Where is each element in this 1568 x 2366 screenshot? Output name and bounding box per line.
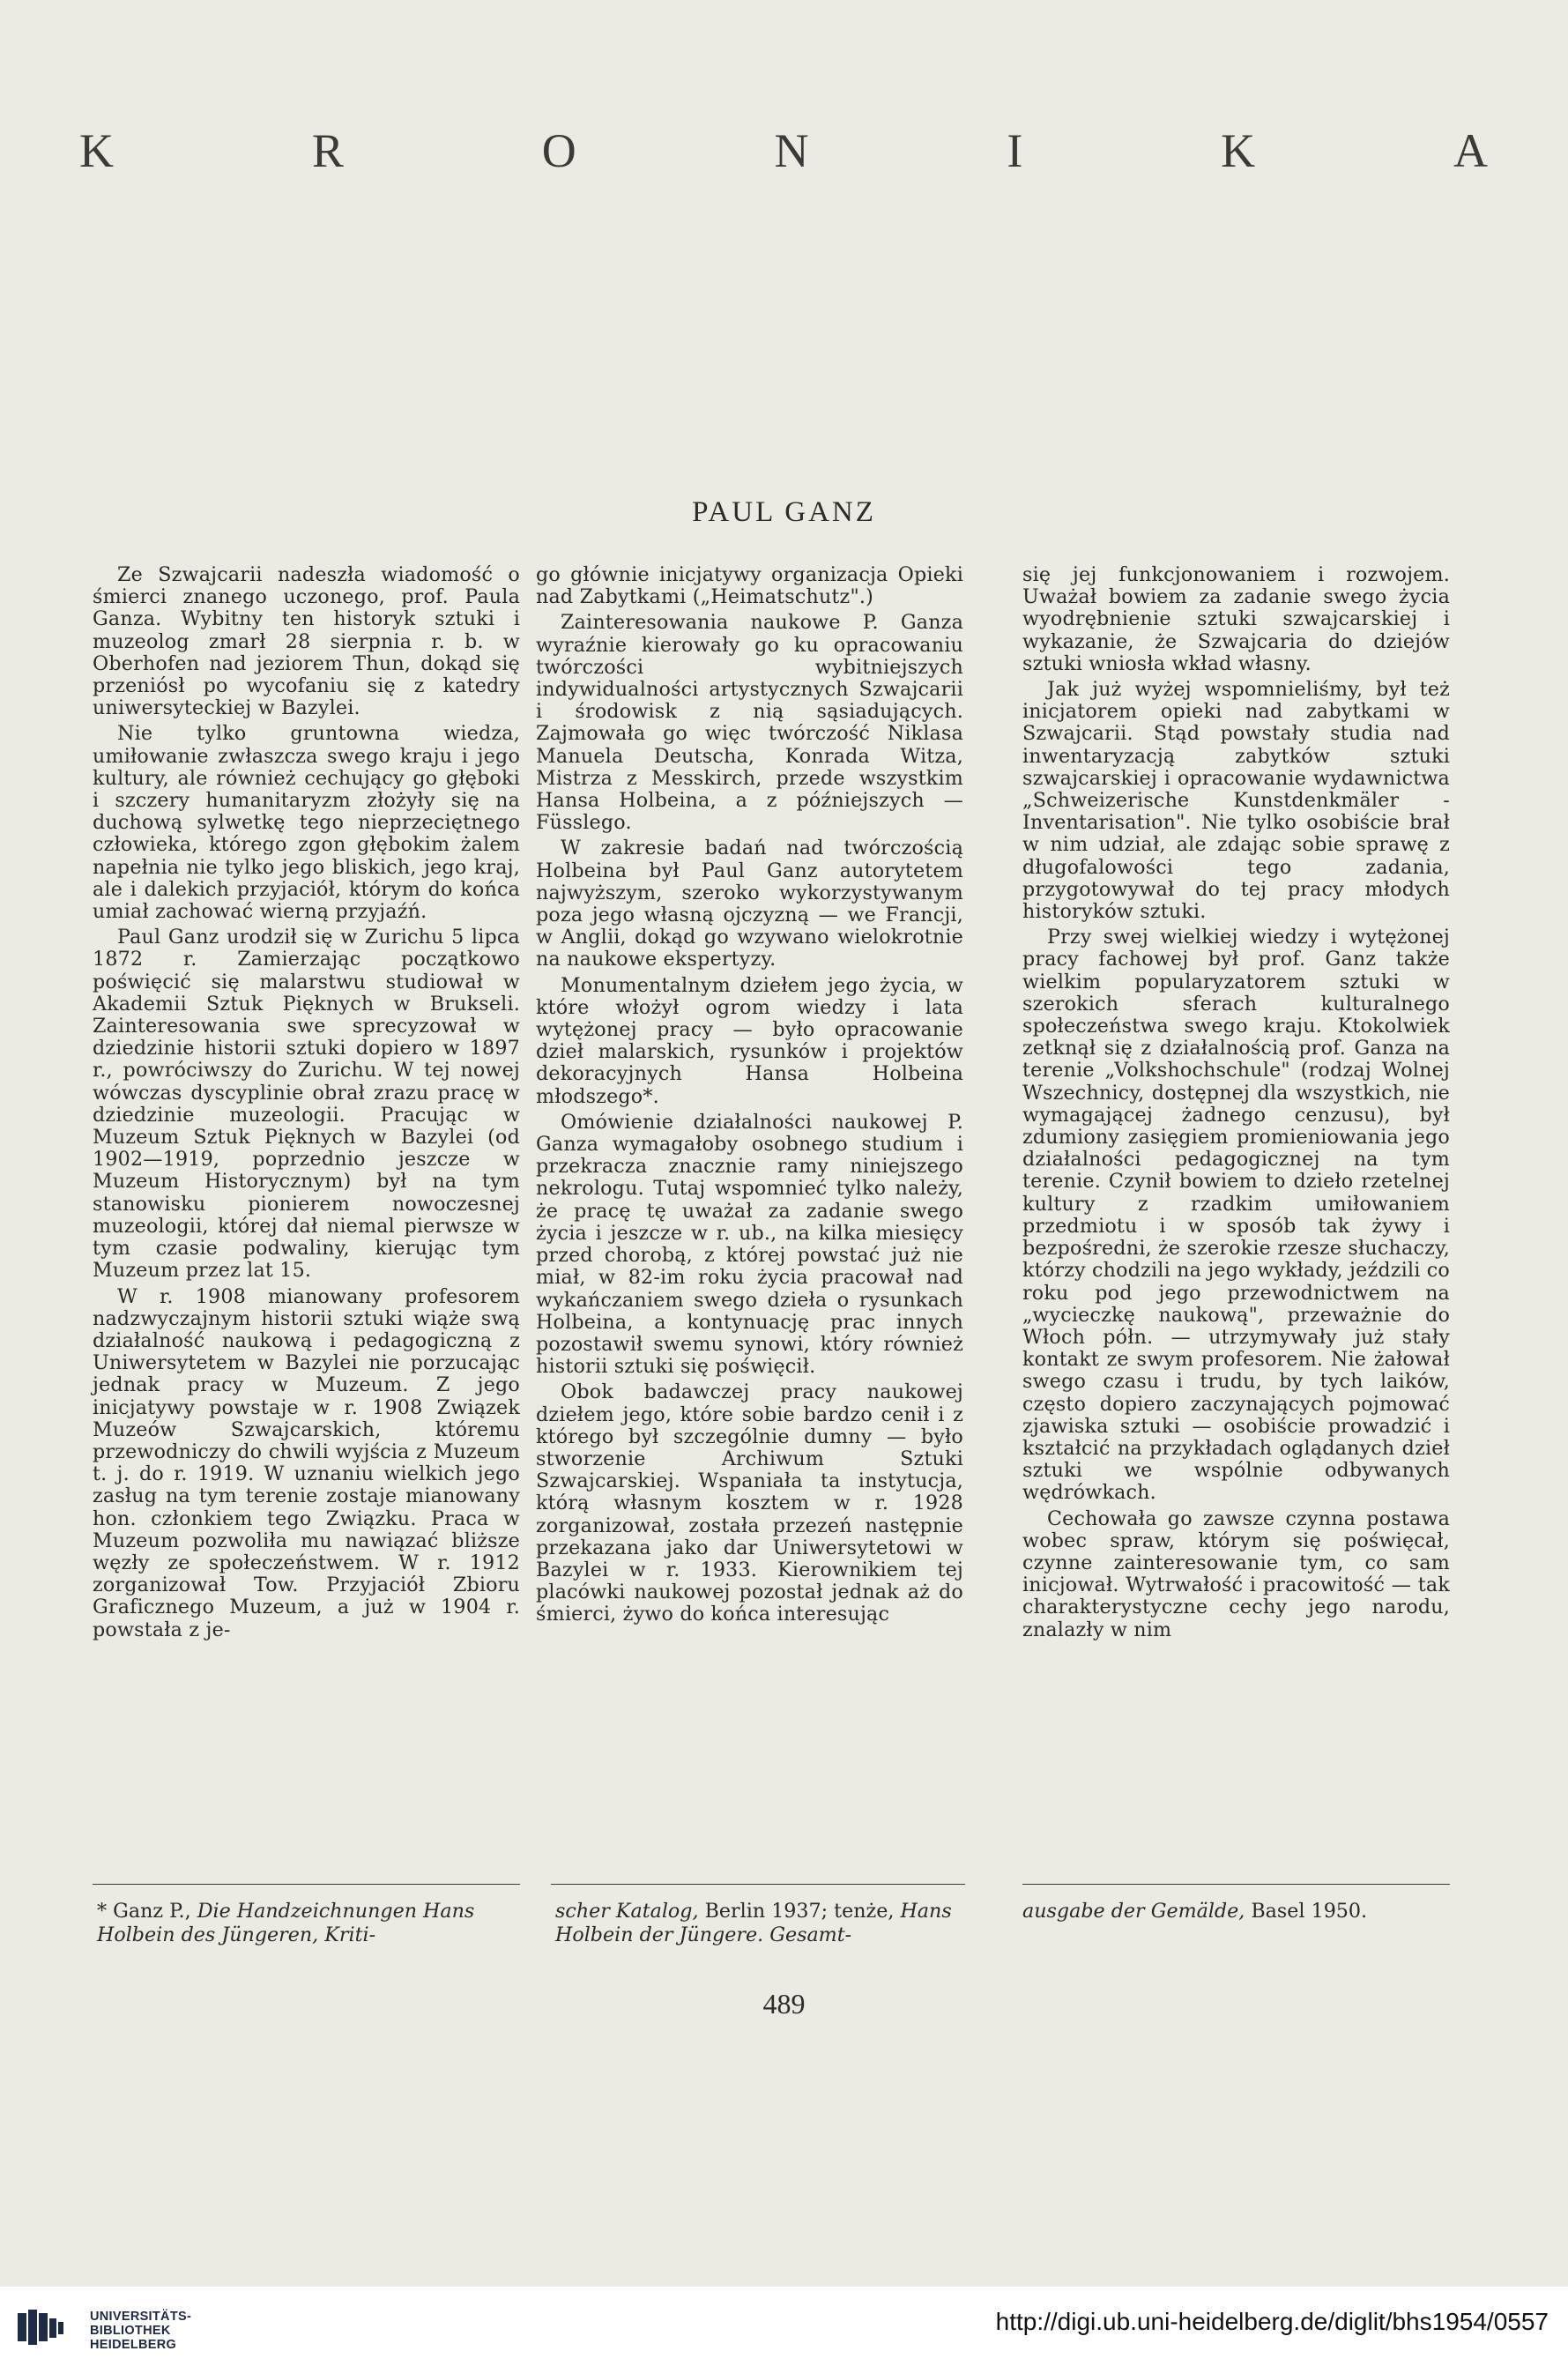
footnote-column-3: [1022, 1900, 1454, 1923]
paragraph: Monumentalnym dziełem jego życia, w które włożył ogrom wiedzy i lata wytężonej pracy — było opracowanie dzieł malarskich, rysunków i projektów dekoracyjnych Hansa Holbeina młodszego*.: [536, 973, 963, 1108]
paragraph: Paul Ganz urodził się w Zurichu 5 lipca 1872 r. Zamierzając początkowo poświęcić się malarstwu studiował w Akademii Sztuk Pięknych w Brukseli. Zainteresowania swe sprecyzował w dziedzinie historii sztuki dopiero w 1897 r., powróciwszy do Zurichu. W tej nowej wówczas dyscyplinie obrał zrazu pracę w dziedzinie muzeologii. Pracując w Muzeum Sztuk Pięknych w Bazylei (od 1902—1919, poprzednio jeszcze w Muzeum Historycznym) był na tym stanowisku pionierem nowoczesnej muzeologii, której dał niemal pierwsze w tym czasie podwaliny, kierując tym Muzeum przez lat 15.: [93, 926, 520, 1283]
article-title: PAUL GANZ: [692, 496, 876, 528]
section-heading-kronika: [79, 123, 1490, 178]
footnote-divider: [551, 1884, 965, 1885]
heading-letter: A: [1453, 124, 1490, 177]
heading-letter: R: [311, 124, 346, 177]
page-number: 489: [762, 1988, 806, 2020]
paragraph: Ze Szwajcarii nadeszła wiadomość o śmierci znanego uczonego, prof. Paula Ganza. Wybitny ten historyk sztuki i muzeolog zmarł 28 sierpnia r. b. w Oberhofen nad jeziorem Thun, dokąd się przeniósł po wycofaniu się z katedry uniwersyteckiej w Bazylei.: [93, 563, 520, 720]
paragraph: W r. 1908 mianowany profesorem nadzwyczajnym historii sztuki wiąże swą działalność naukową i pedagogiczną z Uniwersytetem w Bazylei nie porzucając jednak pracy w Muzeum. Z jego inicjatywy powstaje w r. 1908 Związek Muzeów Szwajcarskich, któremu przewodniczy do chwili wyjścia z Muzeum t. j. do r. 1919. W uznaniu wielkich jego zasług na tym terenie zostaje mianowany hon. członkiem tego Związku. Praca w Muzeum pozwoliła mu nawiązać bliższe węzły ze społeczeństwem. W r. 1912 zorganizował Tow. Przyjaciół Zbioru Graficznego Muzeum, a już w 1904 r. powstała z je-: [93, 1284, 520, 1641]
heading-letter: O: [541, 124, 578, 177]
paragraph: Zainteresowania naukowe P. Ganza wyraźnie kierowały go ku opracowaniu twórczości wybitniejszych indywidualności artystycznych Szwajcarii i środowisk z nią sąsiadujących. Zajmowała go więc twórczość Niklasa Manuela Deutscha, Konrada Witza, Mistrza z Messkirch, przede wszystkim Hansa Holbeina, a z późniejszych — Füsslego.: [536, 611, 963, 835]
paragraph: W zakresie badań nad twórczością Holbeina był Paul Ganz autorytetem najwyższym, szeroko wykorzystywanym poza jego własną ojczyzną — we Francji, w Anglii, dokąd go wzywano wielokrotnie na naukowe ekspertyzy.: [536, 837, 963, 971]
footnote-divider: [1022, 1884, 1450, 1885]
library-name-line: BIBLIOTHEK: [90, 2324, 171, 2338]
footnote-text: Berlin 1937; tenże,: [698, 1900, 901, 1923]
paragraph: się jej funkcjonowaniem i rozwojem. Uważał bowiem za zadanie swego życia wyodrębnienie sztuki szwajcarskiej i wykazanie, że Szwajcaria do dziejów sztuki wniosła wkład własny.: [1022, 563, 1450, 675]
paragraph: Cechowała go zawsze czynna postawa wobec spraw, którym się poświęcał, czynne zainteresowanie tym, co sam inicjował. Wytrwałość i pracowitość — tak charakterystyczne cechy jego narodu, znalazły w nim: [1022, 1507, 1450, 1641]
paragraph: Omówienie działalności naukowej P. Ganza wymagałoby osobnego studium i przekracza znacznie ramy niniejszego nekrologu. Tutaj wspomnieć tylko należy, że pracę tę uważał za zadanie swego życia i jeszcze w r. ub., na kilka miesięcy przed chorobą, z której powstać już nie miał, w 82-im roku życia pracował nad wykańczaniem swego dzieła o rysunkach Holbeina, a kontynuację prac innych pozostawił swemu synowi, który również historii sztuki się poświęcił.: [536, 1110, 963, 1379]
footnote-text: Basel 1950.: [1245, 1900, 1368, 1923]
footnote-column-1: [97, 1900, 529, 1947]
heading-letter: I: [1007, 124, 1025, 177]
heading-letter: N: [774, 124, 811, 177]
paragraph: Nie tylko gruntowna wiedza, umiłowanie zwłaszcza swego kraju i jego kultury, ale również cechujący go głęboki i szczery humanitaryzm złożyły się na duchową sylwetkę tego nieprzeciętnego człowieka, którego zgon głębokim żalem napełnia nie tylko jego bliskich, jego kraj, ale i dalekich przyjaciół, którym do końca umiał zachować wierną przyjaźń.: [93, 722, 520, 924]
paragraph: Obok badawczej pracy naukowej dziełem jego, które sobie bardzo cenił i z którego był szczególnie dumny — było stworzenie Archiwum Sztuki Szwajcarskiej. Wspaniała ta instytucja, którą własnym kosztem w r. 1928 zorganizował, została przezeń następnie przekazana jako dar Uniwersytetowi w Bazylei w r. 1933. Kierownikiem tej placówki naukowej pozostał jednak aż do śmierci, żywo do końca interesując: [536, 1380, 963, 1626]
heading-letter: K: [1221, 124, 1258, 177]
paragraph: Jak już wyżej wspomnieliśmy, był też inicjatorem opieki nad zabytkami w Szwajcarii. Stąd powstały studia nad inwentaryzacją zabytków sztuki szwajcarskiej i opracowanie wydawnictwa „Schweizerische Kunstdenkmäler - Inventarisation". Nie tylko osobiście brał w nim udział, ale zdając sobie sprawę z długofalowości tego zadania, przygotowywał do tej pracy młodych historyków sztuki.: [1022, 678, 1450, 924]
footnote-title: ausgabe der Gemälde,: [1022, 1900, 1245, 1923]
library-logo-icon: [16, 2306, 69, 2348]
footnote-divider: [93, 1884, 520, 1885]
library-name: [90, 2310, 191, 2352]
footnote-title: scher Katalog,: [555, 1900, 699, 1923]
footnote-column-2: [555, 1900, 970, 1947]
library-name-line: HEIDELBERG: [90, 2338, 177, 2352]
text-column-2: [536, 564, 963, 1626]
footnote-title: Hans Holbein der Jüngere. Gesamt-: [555, 1900, 952, 1946]
text-column-3: [1022, 564, 1450, 1641]
footnote-title: Die Handzeichnungen Hans Holbein des Jüngeren, Kriti-: [97, 1900, 475, 1946]
footnote-text: * Ganz P.,: [97, 1900, 197, 1923]
library-name-line: UNIVERSITÄTS-: [90, 2310, 192, 2324]
digitization-footer: [0, 2287, 1568, 2366]
paragraph: Przy swej wielkiej wiedzy i wytężonej pracy fachowej był prof. Ganz także wielkim popularyzatorem sztuki w szerokich sferach kulturalnego społeczeństwa swego kraju. Ktokolwiek zetknął się z działalnością prof. Ganza na terenie „Volkshochschule" (rodzaj Wolnej Wszechnicy, dostępnej dla wszystkich, nie wymagającej żadnego cenzusu), był zdumiony zasięgiem promieniowania jego działalności pedagogicznej na tym terenie. Czynił bowiem to dzieło rzetelnej kultury z rzadkim umiłowaniem przedmiotu i w sposób tak żywy i bezpośredni, że szerokie rzesze słuchaczy, którzy chodzili na jego wykłady, jeździli co roku pod jego przewodnictwem na „wycieczkę naukową", przeważnie do Włoch półn. — utrzymywały już stały kontakt ze swym profesorem. Nie żałował swego czasu i trudu, by tych laików, często dopiero zaczynających pojmować zjawiska sztuki — osobiście prowadzić i kształcić na przykładach oglądanych dzieł sztuki we wspólnie odbywanych wędrówkach.: [1022, 926, 1450, 1505]
source-url-link[interactable]: http://digi.ub.uni-heidelberg.de/diglit/bhs1954/0557: [995, 2308, 1549, 2335]
heading-letter: K: [79, 124, 115, 177]
text-column-1: [93, 564, 520, 1641]
paragraph: go głównie inicjatywy organizacja Opieki nad Zabytkami („Heimatschutz".): [536, 563, 963, 609]
